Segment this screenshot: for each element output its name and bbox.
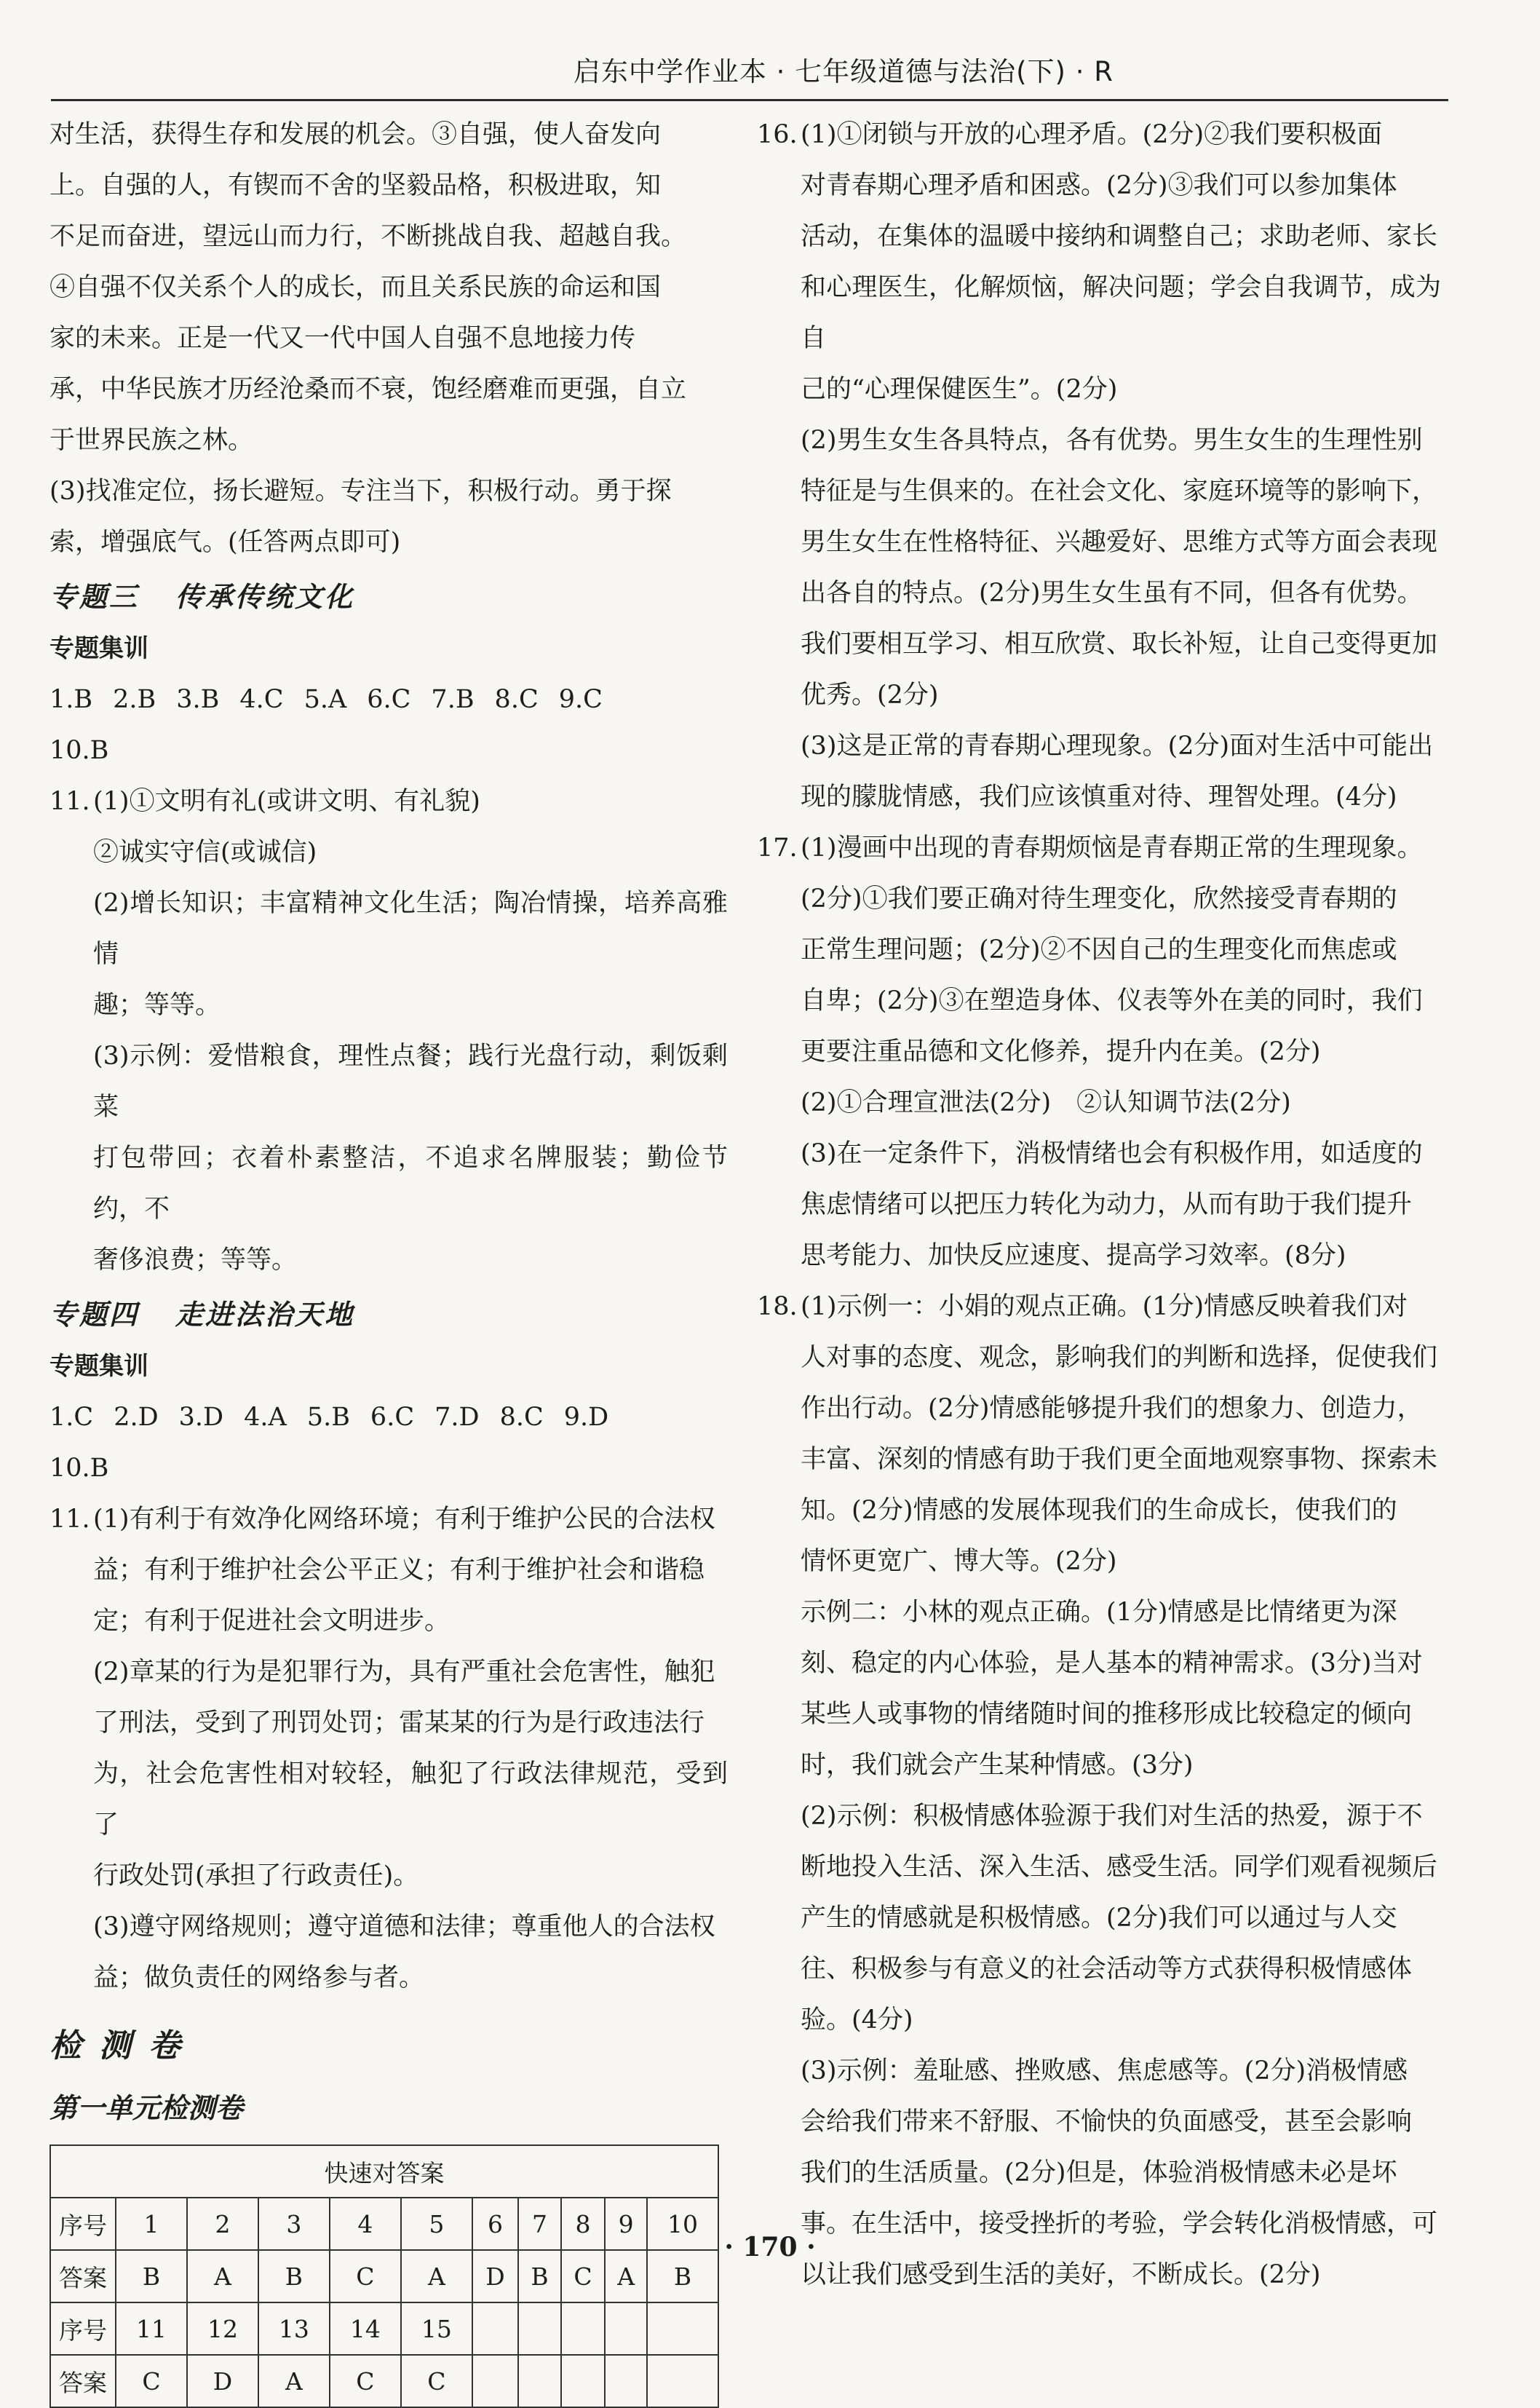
table-cell: A: [258, 2355, 330, 2407]
question-number: 11.: [49, 787, 90, 816]
section-title: 走进法治天地: [175, 1298, 355, 1331]
text-line: 不足而奋进，望远山而力行，不断挑战自我、超越自我。: [49, 222, 687, 251]
subsection-title: 专题集训: [49, 634, 148, 663]
table-cell: 13: [258, 2302, 330, 2355]
page-header: [51, 41, 1448, 101]
choice-answer: 8.C: [499, 1403, 544, 1432]
table-cell: 9: [605, 2198, 647, 2250]
table-cell: B: [518, 2250, 560, 2302]
table-cell: C: [330, 2250, 401, 2302]
text-line: 更要注重品德和文化修养，提升内在美。(2分): [801, 1037, 1321, 1066]
text-line: (1)示例一：小娟的观点正确。(1分)情感反映着我们对: [801, 1292, 1408, 1321]
table-cell: 5: [401, 2198, 472, 2250]
choice-answer: 3.B: [176, 685, 220, 714]
text-line: 奢侈浪费；等等。: [93, 1245, 298, 1275]
choice-answer: 5.A: [303, 685, 347, 714]
subsection-title: 专题集训: [49, 1352, 148, 1381]
row-header: 序号: [50, 2198, 116, 2250]
text-line: 以让我们感受到生活的美好，不断成长。(2分): [801, 2260, 1321, 2289]
text-line: (2)增长知识；丰富精神文化生活；陶冶情操，培养高雅情: [93, 889, 728, 969]
table-cell: [605, 2302, 647, 2355]
text-line: (3)示例：爱惜粮食，理性点餐；践行光盘行动，剩饭剩菜: [93, 1042, 728, 1122]
text-line: 承，中华民族才历经沧桑而不衰，饱经磨难而更强，自立: [49, 375, 687, 404]
table-cell: [647, 2302, 718, 2355]
table-cell: [647, 2355, 718, 2407]
left-column: [49, 109, 728, 2408]
text-line: (2分)①我们要正确对待生理变化，欣然接受青春期的: [801, 884, 1397, 914]
text-line: 益；有利于维护社会公平正义；有利于维护社会和谐稳: [93, 1556, 705, 1585]
choice-answers: [49, 674, 728, 725]
text-line: 作出行动。(2分)情感能够提升我们的想象力、创造力，: [801, 1394, 1423, 1423]
table-cell: C: [561, 2250, 606, 2302]
table-cell: 10: [647, 2198, 718, 2250]
table-cell: 8: [561, 2198, 606, 2250]
choice-answer: 6.C: [367, 685, 411, 714]
text-line: 自卑；(2分)③在塑造身体、仪表等外在美的同时，我们: [801, 986, 1423, 1015]
text-line: 丰富、深刻的情感有助于我们更全面地观察事物、探索未: [801, 1445, 1438, 1474]
right-column: [757, 109, 1441, 2300]
choice-answer: 2.D: [114, 1403, 159, 1432]
choice-answer: 3.D: [178, 1403, 224, 1432]
choice-answer: 6.C: [370, 1403, 415, 1432]
text-line: (1)有利于有效净化网络环境；有利于维护公民的合法权: [93, 1505, 715, 1534]
table-cell: 3: [258, 2198, 330, 2250]
table-row: [50, 2355, 718, 2407]
table-cell: [561, 2302, 606, 2355]
text-line: 事。在生活中，接受挫折的考验，学会转化消极情感，可: [801, 2209, 1438, 2238]
text-line: 往、积极参与有意义的社会活动等方式获得积极情感体: [801, 1954, 1413, 1984]
section-title: 传承传统文化: [175, 580, 355, 613]
table-cell: B: [258, 2250, 330, 2302]
text-line: 刻、稳定的内心体验，是人基本的精神需求。(3分)当对: [801, 1649, 1423, 1678]
table-cell: [472, 2355, 518, 2407]
text-line: 特征是与生俱来的。在社会文化、家庭环境等的影响下，: [801, 477, 1438, 506]
question-17: [757, 823, 1441, 1281]
text-line: (2)男生女生各具特点，各有优势。男生女生的生理性别: [801, 426, 1423, 455]
text-line: 正常生理问题；(2分)②不因自己的生理变化而焦虑或: [801, 935, 1397, 965]
choice-answer: 4.C: [239, 685, 284, 714]
text-line: 会给我们带来不舒服、不愉快的负面感受，甚至会影响: [801, 2107, 1413, 2136]
text-line: 人对事的态度、观念，影响我们的判断和选择，促使我们: [801, 1343, 1438, 1372]
table-cell: 14: [330, 2302, 401, 2355]
question-11: [49, 1494, 728, 2003]
table-cell: 12: [187, 2302, 258, 2355]
table-cell: B: [647, 2250, 718, 2302]
table-cell: [472, 2302, 518, 2355]
question-16: [757, 109, 1441, 823]
text-line: 索，增强底气。(任答两点即可): [49, 528, 401, 557]
text-line: 为，社会危害性相对较轻，触犯了行政法律规范，受到了: [93, 1759, 728, 1839]
text-line: 某些人或事物的情绪随时间的推移形成比较稳定的倾向: [801, 1700, 1413, 1729]
text-line: (1)①文明有礼(或讲文明、有礼貌): [93, 787, 480, 816]
text-line: 验。(4分): [801, 2005, 913, 2035]
text-line: 趣；等等。: [93, 991, 221, 1020]
section-heading-4: [49, 1288, 728, 1341]
table-cell: A: [187, 2250, 258, 2302]
text-line: ②诚实守信(或诚信): [93, 838, 317, 867]
text-line: 于世界民族之林。: [49, 426, 254, 455]
header-title: 启东中学作业本 · 七年级道德与法治(下) · R: [573, 56, 1114, 87]
choice-answer: 9.C: [558, 685, 603, 714]
choice-answer: 1.C: [49, 1403, 94, 1432]
text-line: 上。自强的人，有锲而不舍的坚毅品格，积极进取，知: [49, 171, 662, 200]
table-cell: B: [116, 2250, 187, 2302]
table-cell: 15: [401, 2302, 472, 2355]
table-row: [50, 2302, 718, 2355]
text-line: 家的未来。正是一代又一代中国人自强不息地接力传: [49, 324, 636, 353]
text-line: 时，我们就会产生某种情感。(3分): [801, 1751, 1194, 1780]
text-line: 定；有利于促进社会文明进步。: [93, 1607, 451, 1636]
text-line: (3)在一定条件下，消极情绪也会有积极作用，如适度的: [801, 1139, 1423, 1168]
section-label: 专题三: [49, 580, 140, 613]
text-line: 对青春期心理矛盾和困惑。(2分)③我们可以参加集体: [801, 171, 1397, 200]
table-cell: 1: [116, 2198, 187, 2250]
choice-answer: 5.B: [306, 1403, 350, 1432]
section-heading-3: [49, 571, 728, 623]
text-line: (2)章某的行为是犯罪行为，具有严重社会危害性，触犯: [93, 1658, 715, 1687]
choice-answer: 8.C: [494, 685, 539, 714]
table-cell: 7: [518, 2198, 560, 2250]
text-line: (2)①合理宣泄法(2分) ②认知调节法(2分): [801, 1088, 1291, 1117]
text-line: (3)找准定位，扬长避短。专注当下，积极行动。勇于探: [49, 477, 672, 506]
choice-answer: 4.A: [244, 1403, 287, 1432]
section-label: 专题四: [49, 1298, 140, 1331]
text-line: 情怀更宽广、博大等。(2分): [801, 1547, 1117, 1576]
text-line: 行政处罚(承担了行政责任)。: [93, 1861, 419, 1890]
table-caption: 快速对答案: [50, 2145, 718, 2198]
text-line: (3)这是正常的青春期心理现象。(2分)面对生活中可能出: [801, 732, 1434, 761]
table-cell: 2: [187, 2198, 258, 2250]
choice-answer: 9.D: [563, 1403, 609, 1432]
text-line: 焦虑情绪可以把压力转化为动力，从而有助于我们提升: [801, 1190, 1413, 1219]
table-cell: [518, 2355, 560, 2407]
table-cell: 11: [116, 2302, 187, 2355]
text-line: 出各自的特点。(2分)男生女生虽有不同，但各有优势。: [801, 579, 1423, 608]
text-line: (3)示例：羞耻感、挫败感、焦虑感等。(2分)消极情感: [801, 2056, 1408, 2086]
question-number: 18.: [757, 1292, 798, 1321]
text-line: 己的“心理保健医生”。(2分): [801, 375, 1118, 404]
text-line: 对生活，获得生存和发展的机会。③自强，使人奋发向: [49, 120, 662, 149]
text-line: 产生的情感就是积极情感。(2分)我们可以通过与人交: [801, 1904, 1397, 1933]
text-line: ④自强不仅关系个人的成长，而且关系民族的命运和国: [49, 273, 662, 302]
table-cell: D: [187, 2355, 258, 2407]
table-cell: D: [472, 2250, 518, 2302]
table-cell: 6: [472, 2198, 518, 2250]
text-line: 了刑法，受到了刑罚处罚；雷某某的行为是行政违法行: [93, 1708, 705, 1738]
table-cell: 4: [330, 2198, 401, 2250]
table-cell: A: [401, 2250, 472, 2302]
question-number: 17.: [757, 833, 798, 863]
choice-answers: [49, 1392, 728, 1443]
question-number: 16.: [757, 120, 798, 149]
question-number: 11.: [49, 1505, 90, 1534]
text-line: 活动，在集体的温暖中接纳和调整自己；求助老师、家长: [801, 222, 1438, 251]
table-cell: [605, 2355, 647, 2407]
test-section-title: 检测卷: [49, 2027, 198, 2064]
row-header: 答案: [50, 2355, 116, 2407]
text-line: 思考能力、加快反应速度、提高学习效率。(8分): [801, 1241, 1346, 1270]
choice-answer: 1.B: [49, 685, 93, 714]
choice-answer: 7.B: [431, 685, 475, 714]
text-line: (3)遵守网络规则；遵守道德和法律；尊重他人的合法权: [93, 1912, 715, 1941]
table-cell: C: [401, 2355, 472, 2407]
unit-title: 第一单元检测卷: [49, 2091, 244, 2124]
choice-answer-10: 10.B: [49, 736, 109, 765]
text-line: 打包带回；衣着朴素整洁，不追求名牌服装；勤俭节约，不: [93, 1144, 728, 1224]
text-line: (1)①闭锁与开放的心理矛盾。(2分)②我们要积极面: [801, 120, 1383, 149]
text-line: 我们要相互学习、相互欣赏、取长补短，让自己变得更加: [801, 630, 1438, 659]
choice-answer: 7.D: [434, 1403, 480, 1432]
text-line: (2)示例：积极情感体验源于我们对生活的热爱，源于不: [801, 1802, 1423, 1831]
question-11: [49, 776, 728, 1286]
text-line: 益；做负责任的网络参与者。: [93, 1963, 425, 1992]
choice-answer-10: 10.B: [49, 1454, 109, 1483]
text-line: 知。(2分)情感的发展体现我们的生命成长，使我们的: [801, 1496, 1397, 1525]
table-cell: [518, 2302, 560, 2355]
table-cell: C: [330, 2355, 401, 2407]
table-cell: [561, 2355, 606, 2407]
question-18: [757, 1281, 1441, 2300]
intro-block: [49, 109, 728, 568]
row-header: 序号: [50, 2302, 116, 2355]
answer-table: [49, 2144, 719, 2408]
text-line: 男生女生在性格特征、兴趣爱好、思维方式等方面会表现: [801, 528, 1438, 557]
text-line: 断地投入生活、深入生活、感受生活。同学们观看视频后: [801, 1853, 1438, 1882]
text-line: 现的朦胧情感，我们应该慎重对待、理智处理。(4分): [801, 783, 1397, 812]
choice-answer: 2.B: [113, 685, 156, 714]
row-header: 答案: [50, 2250, 116, 2302]
text-line: (1)漫画中出现的青春期烦恼是青春期正常的生理现象。: [801, 833, 1423, 863]
table-cell: C: [116, 2355, 187, 2407]
page-number: · 170 ·: [724, 2232, 816, 2262]
table-cell: A: [605, 2250, 647, 2302]
text-line: 示例二：小林的观点正确。(1分)情感是比情绪更为深: [801, 1598, 1397, 1627]
text-line: 我们的生活质量。(2分)但是，体验消极情感未必是坏: [801, 2158, 1397, 2187]
text-line: 优秀。(2分): [801, 681, 939, 710]
text-line: 和心理医生，化解烦恼，解决问题；学会自我调节，成为自: [801, 273, 1441, 353]
